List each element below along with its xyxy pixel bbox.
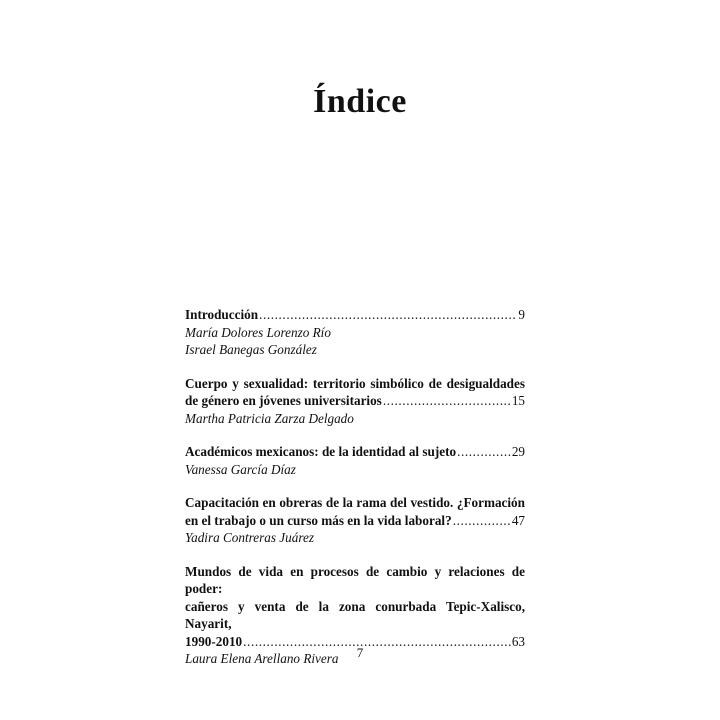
toc-entry-capacitacion-en-obreras: [185, 494, 525, 547]
dot-leader: [453, 512, 511, 530]
toc-leader-line: [185, 392, 525, 410]
toc-page-number: 29: [511, 444, 525, 459]
toc-leader-line: [185, 306, 525, 324]
toc-entry-introduccion: [185, 306, 525, 359]
toc-page-number: 47: [511, 512, 525, 528]
toc-page-number: 9: [518, 307, 525, 322]
toc-author: Yadira Contreras Juárez: [185, 530, 314, 545]
toc-entry-academicos-mexicanos: [185, 443, 525, 478]
toc-leader-line: [185, 443, 525, 461]
toc-page-number: 15: [511, 393, 525, 408]
toc-author: María Dolores Lorenzo Río: [185, 324, 331, 340]
toc-author: Vanessa García Díaz: [185, 461, 296, 477]
toc-entry-title: Académicos mexicanos: de la identidad al sujeto: [185, 444, 457, 459]
dot-leader: [259, 306, 517, 324]
toc-entry-title-line: Cuerpo y sexualidad: territorio simbólico de desigualdades: [185, 375, 525, 391]
toc-author: Martha Patricia Zarza Delgado: [185, 410, 354, 426]
page-title: Índice: [313, 83, 407, 120]
page-number: 7: [356, 645, 364, 660]
toc-entry-title-line: Mundos de vida en procesos de cambio y relaciones de poder:: [185, 563, 525, 596]
toc-entry-cuerpo-y-sexualidad: [185, 375, 525, 428]
table-of-contents: [185, 306, 525, 668]
toc-page-number: 63: [511, 633, 525, 649]
toc-author: Laura Elena Arellano Rivera: [185, 651, 339, 666]
dot-leader: [457, 443, 511, 461]
dot-leader: [383, 392, 511, 410]
toc-entry-title-line: Capacitación en obreras de la rama del vestido. ¿Formación: [185, 495, 525, 510]
toc-entry-title: de género en jóvenes universitarios: [185, 393, 382, 408]
toc-entry-title: Introducción: [185, 307, 259, 322]
toc-author: Israel Banegas González: [185, 342, 317, 357]
toc-entry-title-line: cañeros y venta de la zona conurbada Tepic-Xalisco, Nayarit,: [185, 598, 525, 631]
toc-entry-title: 1990-2010: [185, 633, 243, 649]
toc-entry-title: en el trabajo o un curso más en la vida laboral?: [185, 512, 452, 528]
toc-leader-line: [185, 512, 525, 530]
